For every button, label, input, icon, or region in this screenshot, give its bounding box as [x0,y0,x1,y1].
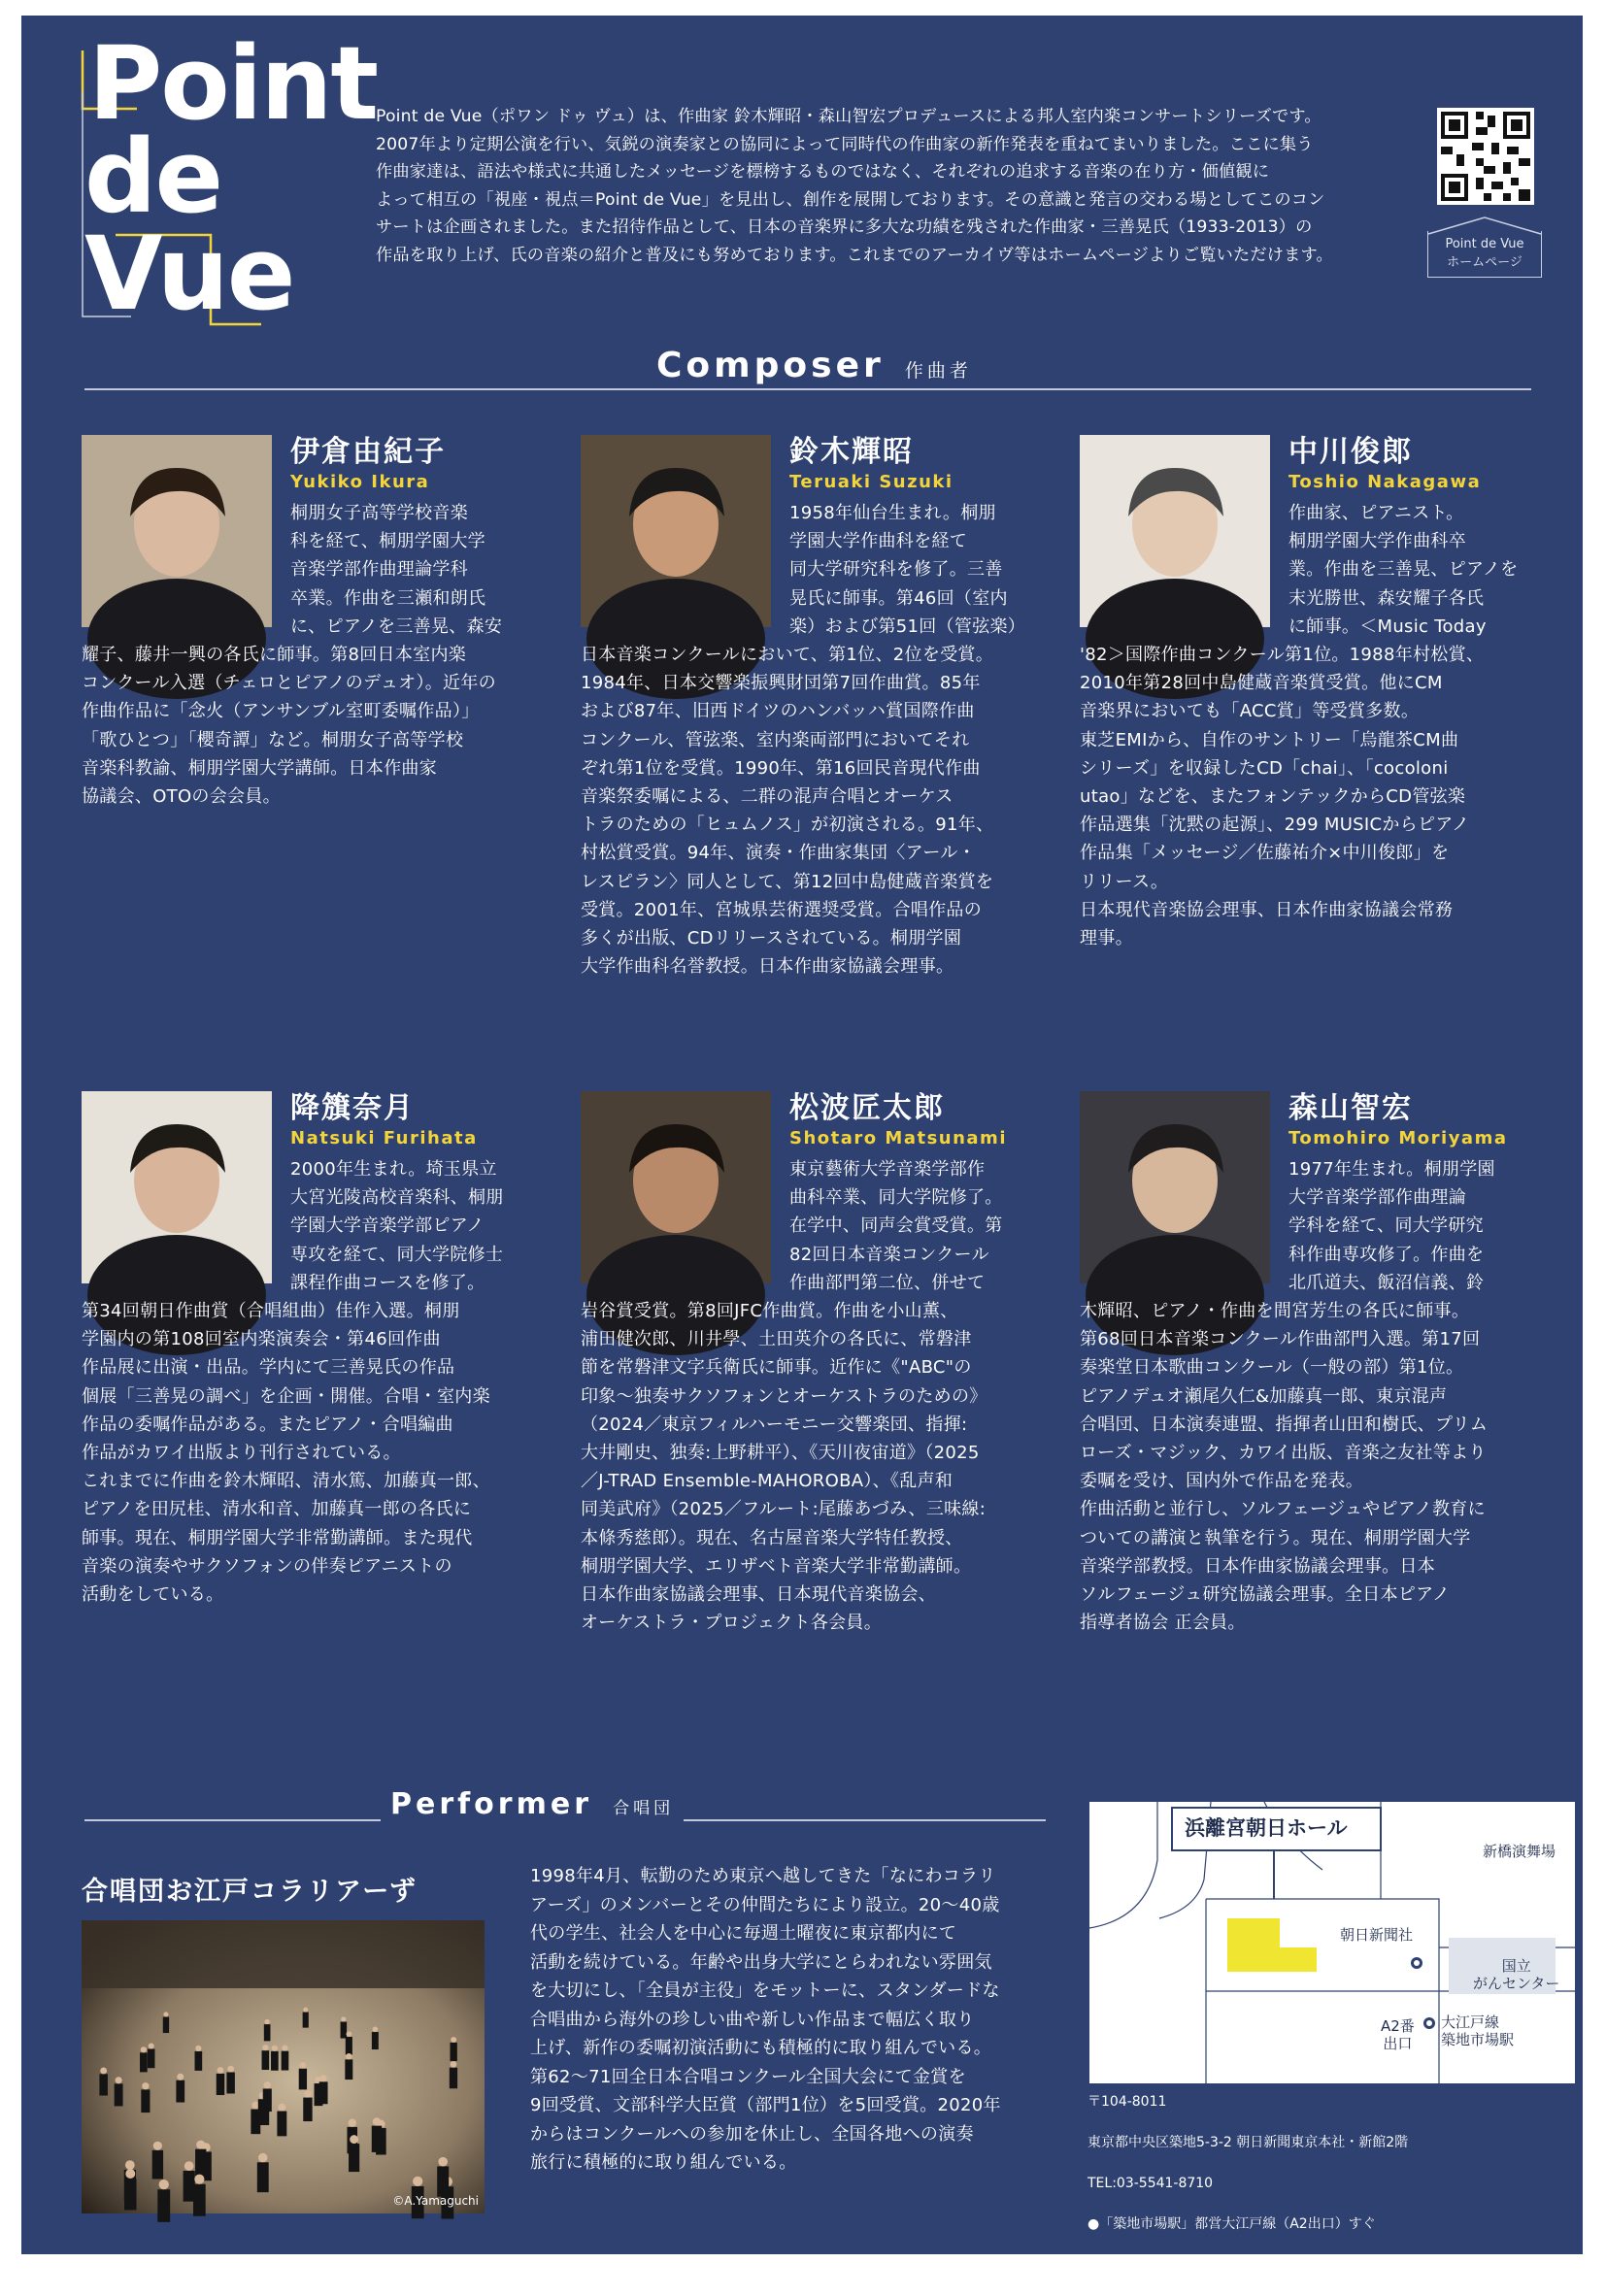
composer-photo [82,1091,272,1283]
postal-code: 〒104-8011 [1087,2094,1167,2110]
point-de-vue-logo [75,24,395,344]
composer-photo [1080,1091,1270,1283]
composer-name-ja: 鈴木輝昭 [789,435,914,469]
map-label-cancer-center: 国立 がんセンター [1473,1957,1560,1992]
performer-title: Performer [390,1787,592,1821]
portrait-image [581,435,771,627]
composer-name-en: Yukiko Ikura [290,472,430,492]
composer-name-en: Natsuki Furihata [290,1128,478,1148]
portrait-image [581,1091,771,1283]
composer-name-en: Toshio Nakagawa [1288,472,1482,492]
composer-bio-side: 東京藝術大学音楽学部作 曲科卒業、同大学院修了。 在学中、同声会賞受賞。第 82回日本音楽コンクール 作曲部門第二位、併せて [789,1159,1003,1293]
venue-map [1089,1802,1575,2083]
exit-note: ※A2出口はエスカレーター、A3出口はエレベーターがございます。 [1087,2257,1501,2273]
address: 東京都中央区築地5-3-2 朝日新聞東京本社・新館2階 [1087,2135,1409,2150]
qr-code-icon[interactable] [1437,108,1534,205]
performer-heading [381,1787,684,1821]
telephone: TEL:03-5541-8710 [1087,2176,1214,2191]
portrait-image [1080,435,1270,627]
composer-title: Composer [656,346,885,385]
composer-name-ja: 森山智宏 [1288,1091,1413,1125]
portrait-image [82,435,272,627]
map-label-station: 大江戸線 築地市場駅 [1441,2013,1515,2048]
composer-bio-side: 1958年仙台生まれ。桐朋 学園大学作曲科を経て 同大学研究科を修了。三善 晃氏に師事。第46回（室内 楽）および第51回（管弦楽） [789,503,1026,637]
composer-name-en: Tomohiro Moriyama [1288,1128,1508,1148]
composer-name-ja: 降籏奈月 [290,1091,415,1125]
composer-photo [1080,435,1270,627]
composer-bio: 日本音楽コンクールにおいて、第1位、2位を受賞。 1984年、日本交響楽振興財団第7回作曲賞。85年 および87年、旧西ドイツのハンバッハ賞国際作曲 コンクール、管弦楽、室内楽両部門においてそれ ぞれ第1位を受賞。1990年、第16回民音現代作曲 音楽祭委嘱による、二群の混声合唱とオーケス トラのための「ヒュムノス」が初演される。91年、 村松賞受賞。94年、演奏・作曲家集団〈アール・ レスピラン〉同人として、第12回中島健蔵音楽賞を 受賞。2001年、宮城県芸術選奨受賞。合唱作品の 多くが出版、CDリリースされている。桐朋学園 大学作曲科名誉教授。日本作曲家協議会理事。 [581,645,994,978]
composer-bio-side: 1977年生まれ。桐朋学園 大学音楽学部作曲理論 学科を経て、同大学研究 科作曲専攻修了。作曲を 北爪道夫、飯沼信義、鈴 [1288,1159,1495,1293]
composer-name-en: Shotaro Matsunami [789,1128,1007,1148]
photo-credit: ©A.Yamaguchi [392,2194,479,2208]
composer-name-ja: 伊倉由紀子 [290,435,446,469]
composer-photo [581,435,771,627]
composer-subtitle: 作曲者 [904,360,972,382]
map-label-exit: A2番 出口 [1381,2017,1415,2052]
logo-word-de: de [84,117,221,236]
access-info [1087,2072,1573,2296]
composer-bio-side: 2000年生まれ。埼玉県立 大宮光陵高校音楽科、桐朋 学園大学音楽学部ピアノ 専攻を経て、同大学院修士 課程作曲コースを修了。 [290,1159,504,1293]
composer-bio: 第34回朝日作曲賞（合唱組曲）佳作入選。桐朋 学園内の第108回室内楽演奏会・第46回作曲 作品展に出演・出品。学内にて三善晃氏の作品 個展「三善晃の調べ」を企画・開催。合唱・室内楽 作品の委嘱作品がある。またピアノ・合唱編曲 作品がカワイ出版より刊行されている。 これまでに作曲を鈴木輝昭、清水篤、加藤真一郎、 ピアノを田尻桂、清水和音、加藤真一郎の各氏に 師事。現在、桐朋学園大学非常勤講師。また現代 音楽の演奏やサクソフォンの伴奏ピアニストの 活動をしている。 [82,1301,490,1606]
intro-text: Point de Vue（ポワン ドゥ ヴュ）は、作曲家 鈴木輝昭・森山智宏プロデュースによる邦人室内楽コンサートシリーズです。 2007年より定期公演を行い、気鋭の演奏家との協同によって同時代の作曲家の新作発表を重ねてまいりました。ここに集う 作曲家達は、語法や様式に共通したメッセージを標榜するものではなく、それぞれの追求する音楽の在り方・価値観に よって相互の「視座・視点＝Point de Vue」を見出し、創作を展開しております。その意識と発言の交わる場としてこのコン サートは企画されました。また招待作品として、日本の音楽界に多大な功績を残された作曲家・三善晃氏（1933-2013）の 作品を取り上げ、氏の音楽の紹介と普及にも努めております。これまでのアーカイヴ等はホームページよりご覧いただけます。 [376,107,1333,265]
composer-bio: 木輝昭、ピアノ・作曲を間宮芳生の各氏に師事。 第68回日本音楽コンクール作曲部門入選。第17回 奏楽堂日本歌曲コンクール（一般の部）第1位。 ピアノデュオ瀬尾久仁&加藤真一郎、東京混声 合唱団、日本演奏連盟、指揮者山田和樹氏、プリム ローズ・マジック、カワイ出版、音楽之友社等より 委嘱を受け、国内外で作品を発表。 作曲活動と並行し、ソルフェージュやピアノ教育に ついての講演と執筆を行う。現在、桐朋学園大学 音楽学部教授。日本作曲家協議会理事。日本 ソルフェージュ研究協議会理事。全日本ピアノ 指導者協会 正会員。 [1080,1301,1489,1634]
composer-rule [84,388,1531,390]
logo-word-point: Point [88,24,378,143]
composer-photo [82,435,272,627]
choir-bio: 1998年4月、転勤のため東京へ越してきた「なにわコラリ アーズ」のメンバーとその仲間たちにより設立。20～40歳 代の学生、社会人を中心に毎週土曜夜に東京都内にて 活動を続けている。年齢や出身大学にとらわれない雰囲気 を大切にし、「全員が主役」をモットーに、スタンダードな 合唱曲から海外の珍しい曲や新しい作品まで幅広く取り 上げ、新作の委嘱初演活動にも積極的に取り組んでいる。 第62～71回全日本合唱コンクール全国大会にて金賞を 9回受賞、文部科学大臣賞（部門1位）を5回受賞。2020年 からはコンクールへの参加を休止し、全国各地への演奏 旅行に積極的に取り組んでいる。 [530,1866,1001,2173]
map-label-theater: 新橋演舞場 [1483,1843,1556,1860]
portrait-image [82,1091,272,1283]
composer-bio: 岩谷賞受賞。第8回JFC作曲賞。作曲を小山薫、 浦田健次郎、川井學、土田英介の各氏に、常磐津 節を常磐津文字兵衛氏に師事。近作に《"ABC"の 印象～独奏サクソフォンとオーケストラのための》 （2024／東京フィルハーモニー交響楽団、指揮: 大井剛史、独奏:上野耕平）、《天川夜宙道》（2025 ／J-TRAD Ensemble-MAHOROBA）、《乱声和 同美武府》（2025／フルート:尾藤あづみ、三味線: 本條秀慈郎）。現在、名古屋音楽大学特任教授、 桐朋学園大学、エリザベト音楽大学非常勤講師。 日本作曲家協議会理事、日本現代音楽協会、 オーケストラ・プロジェクト各会員。 [581,1301,987,1634]
composer-bio: '82＞国際作曲コンクール第1位。1988年村松賞、 2010年第28回中島健蔵音楽賞受賞。他にCM 音楽界においても「ACC賞」等受賞多数。 東芝EMIから、自作のサントリー「烏龍茶CM曲 シリーズ」を収録したCD「chai」、「cocoloni utao」などを、またフォンテックからCD管弦楽 作品選集「沈黙の起源」、299 MUSICからピアノ 作品集「メッセージ／佐藤祐介×中川俊郎」を リリース。 日本現代音楽協会理事、日本作曲家協議会常務 理事。 [1080,645,1485,949]
choir-photo-image [82,1920,485,2213]
choir-photo [82,1920,485,2213]
composer-photo [581,1091,771,1283]
composer-name-en: Teruaki Suzuki [789,472,954,492]
station-note: ●「築地市場駅」都営大江戸線（A2出口）すぐ [1087,2216,1376,2232]
flyer-page [21,16,1583,2273]
homepage-tag[interactable]: Point de Vue ホームページ [1427,231,1542,278]
map-label-newspaper: 朝日新聞社 [1340,1926,1414,1944]
logo-word-vue: Vue [84,215,294,333]
choir-name: 合唱団お江戸コラリアーず [82,1877,418,1907]
composer-name-ja: 松波匠太郎 [789,1091,945,1125]
map-venue-name: 浜離宮朝日ホール [1185,1816,1348,1840]
composer-bio: 耀子、藤井一興の各氏に師事。第8回日本室内楽 コンクール入選（チェロとピアノのデュオ）。近年の 作曲作品に「念火（アンサンブル室町委嘱作品）」 「歌ひとつ」「櫻奇譚」など。桐朋女子高等学校 音楽科教諭、桐朋学園大学講師。日本作曲家 協議会、OTOの会会員。 [82,645,496,808]
composer-name-ja: 中川俊郎 [1288,435,1413,469]
composer-bio-side: 桐朋女子高等学校音楽 科を経て、桐朋学園大学 音楽学部作曲理論学科 卒業。作曲を三瀬和朗氏 に、ピアノを三善晃、森安 [290,503,503,637]
portrait-image [1080,1091,1270,1283]
composer-bio-side: 作曲家、ピアニスト。 桐朋学園大学作曲科卒 業。作曲を三善晃、ピアノを 末光勝世、森安耀子各氏 に師事。＜Music Today [1288,503,1519,637]
performer-subtitle: 合唱団 [613,1799,675,1818]
composer-heading [643,346,986,385]
